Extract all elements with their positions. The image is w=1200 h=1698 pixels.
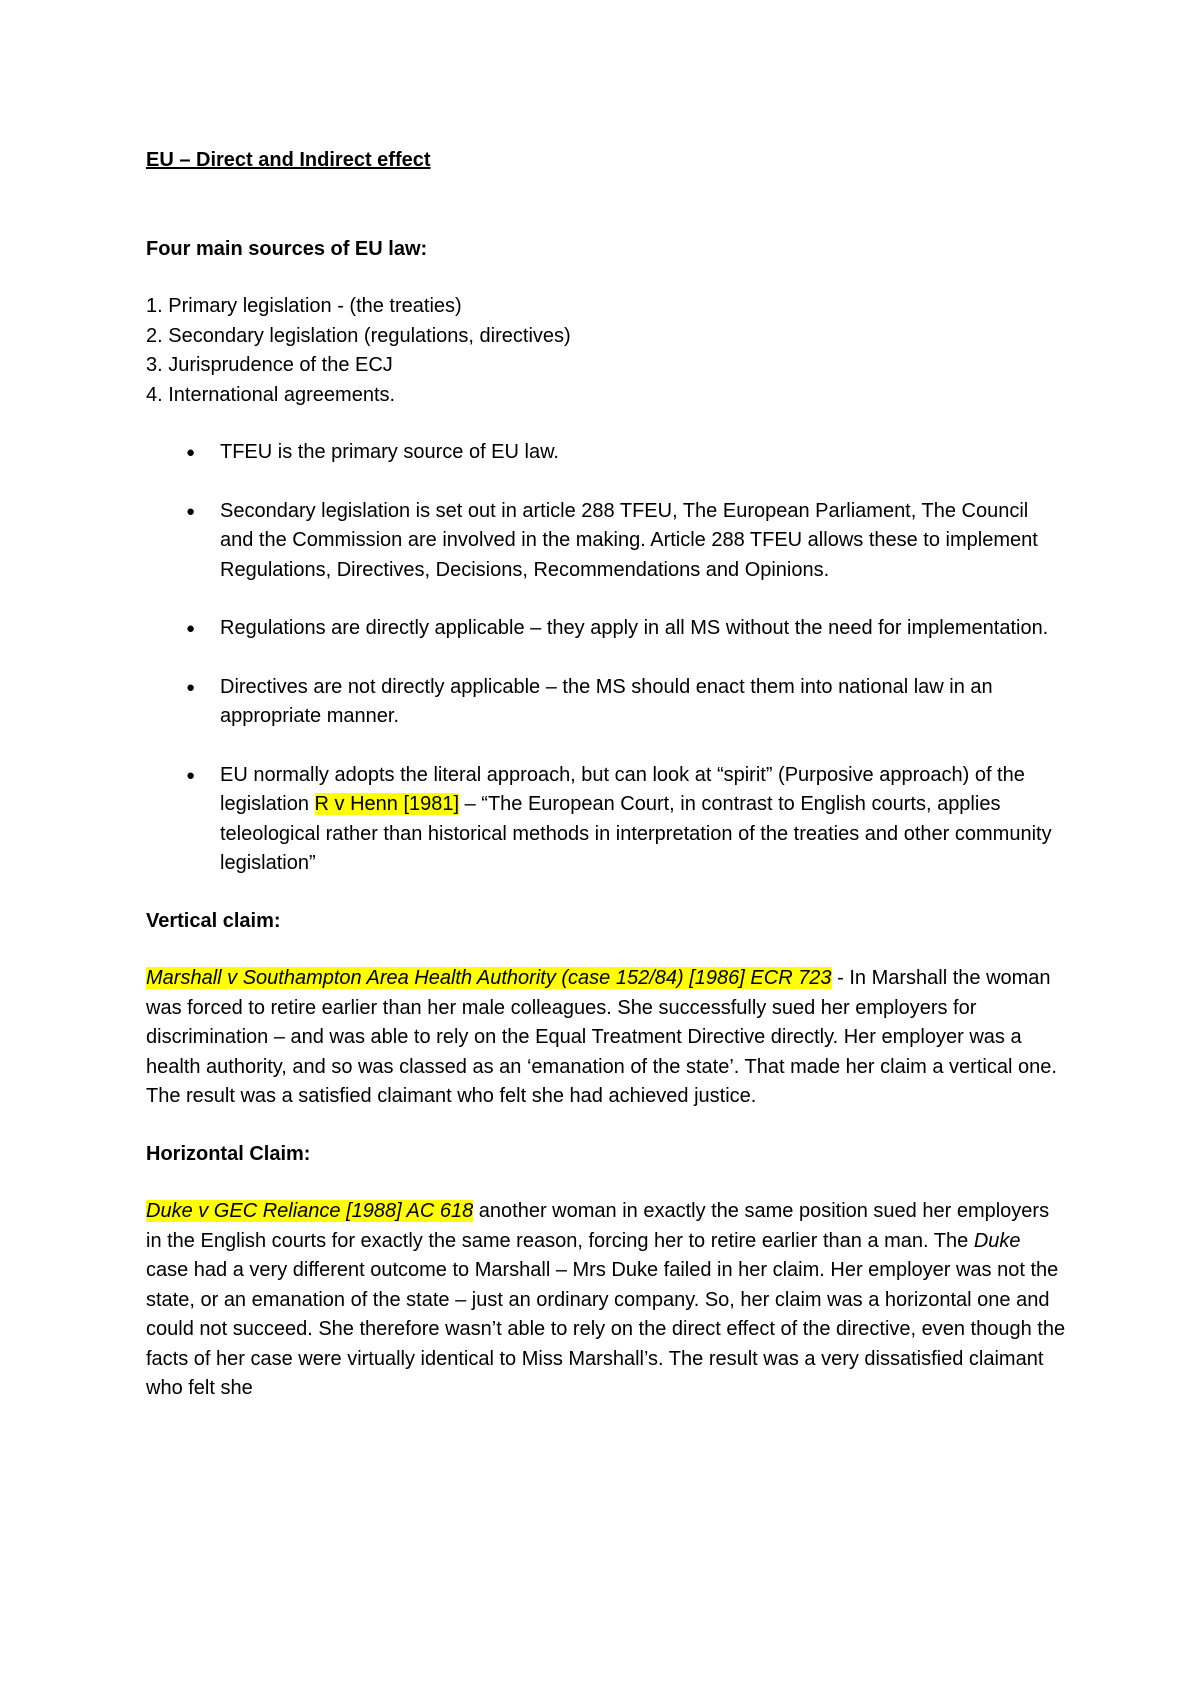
- list-item: [146, 322, 1066, 352]
- horizontal-claim-heading: Horizontal Claim:: [146, 1142, 311, 1165]
- sources-list: [146, 292, 1066, 410]
- bullet-icon: ●: [186, 502, 196, 520]
- bullet-item: [146, 497, 1066, 586]
- case-citation-highlight: Duke v GEC Reliance [1988] AC 618: [146, 1200, 474, 1222]
- bullet-item: [146, 614, 1066, 644]
- horizontal-claim-paragraph: [146, 1197, 1066, 1404]
- bullet-icon: ●: [186, 766, 196, 784]
- bullet-icon: ●: [186, 444, 196, 461]
- sources-heading: Four main sources of EU law:: [146, 237, 428, 260]
- bullet-icon: ●: [186, 678, 196, 696]
- vertical-claim-paragraph: [146, 964, 1066, 1112]
- list-item-text: Jurisprudence of the ECJ: [168, 354, 393, 376]
- list-item-number: 1.: [146, 295, 163, 317]
- case-citation-highlight: Marshall v Southampton Area Health Authority (case 152/84) [1986] ECR 723: [146, 967, 832, 989]
- list-item-number: 4.: [146, 383, 163, 406]
- bullet-item: [146, 761, 1066, 879]
- case-citation-highlight: R v Henn [1981]: [314, 793, 460, 815]
- bullet-list: [146, 438, 1066, 879]
- bullet-text: EU normally adopts the literal approach, but can look at “spirit” (Purposive approach) of the legislation: [220, 763, 1025, 815]
- vertical-claim-heading: Vertical claim:: [146, 909, 281, 932]
- list-item: [146, 351, 1066, 381]
- list-item: [146, 292, 1066, 322]
- list-item: [146, 381, 1066, 411]
- list-item-text: Primary legislation - (the treaties): [168, 295, 462, 317]
- bullet-text: Regulations are directly applicable – they apply in all MS without the need for implementation.: [220, 617, 1049, 639]
- bullet-text: Directives are not directly applicable – the MS should enact them into national law in an appropriate manner.: [220, 675, 993, 727]
- bullet-text: – “The European Court, in contrast to English courts, applies teleological rather than historical methods in interpretation of the treaties and other community legislation”: [220, 793, 1052, 874]
- list-item-number: 2.: [146, 324, 163, 347]
- page-title: EU – Direct and Indirect effect: [146, 149, 431, 171]
- case-name-italic: Duke: [973, 1229, 1021, 1252]
- paragraph-text: another woman in exactly the same position sued her employers in the English courts for exactly the same reason, forcing her to retire earlier than a man. The: [146, 1200, 1050, 1252]
- list-item-text: International agreements.: [168, 383, 396, 406]
- bullet-item: [146, 438, 1066, 468]
- paragraph-text: - In Marshall the woman was forced to retire earlier than her male colleagues. She successfully sued her employers for discrimination – and was able to rely on the Equal Treatment Directive directly. Her employer was a health authority, and so was classed as an ‘emanation of the state’. That made her claim a vertical one. The result was a satisfied claimant who felt she had achieved justice.: [146, 967, 1057, 1107]
- paragraph-text: case had a very different outcome to Marshall – Mrs Duke failed in her claim. Her employer was not the state, or an emanation of the state – just an ordinary company. So, her claim was a horizontal one and could not succeed. She therefore wasn’t able to rely on the direct effect of the directive, even though the facts of her case were virtually identical to Miss Marshall’s. The result was a very dissatisfied claimant who felt she: [146, 1259, 1066, 1399]
- bullet-icon: ●: [186, 620, 196, 637]
- bullet-text: Secondary legislation is set out in article 288 TFEU, The European Parliament, The Council and the Commission are involved in the making. Article 288 TFEU allows these to implement Regulations, Directives, Decisions, Recommendations and Opinions.: [220, 499, 1038, 581]
- document-page: [146, 146, 1066, 1404]
- bullet-item: [146, 673, 1066, 732]
- list-item-number: 3.: [146, 354, 163, 376]
- list-item-text: Secondary legislation (regulations, directives): [168, 324, 571, 347]
- bullet-text: TFEU is the primary source of EU law.: [220, 441, 559, 463]
